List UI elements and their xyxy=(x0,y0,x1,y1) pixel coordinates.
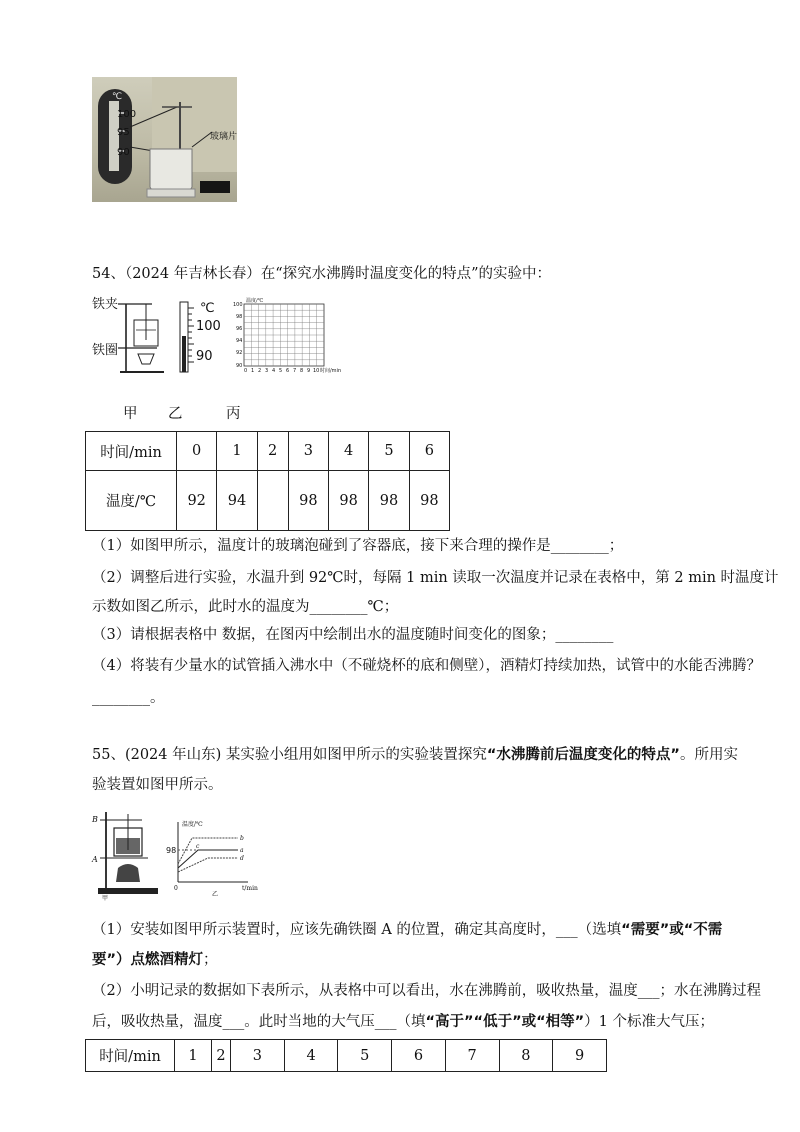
bing-ytick: 98 xyxy=(236,314,243,320)
bing-ylabel: 温度/℃ xyxy=(246,298,264,304)
q55-item1-line1 xyxy=(92,920,722,940)
bing-ytick: 96 xyxy=(236,326,243,332)
caption-yi: 乙 xyxy=(168,406,183,422)
curve-a: a xyxy=(240,847,244,854)
label-clamp: 铁夹 xyxy=(92,297,119,312)
q55-item1-text: （1）安装如图甲所示装置时，应该先确铁圈 A 的位置，确定其高度时，___（选填 xyxy=(92,922,622,938)
photo-tick-95: 95 xyxy=(117,127,130,138)
q54-figure-jia xyxy=(92,296,177,376)
experiment-photo-drawing xyxy=(92,77,237,202)
yi-xlabel: t/min xyxy=(242,885,258,892)
bing-xtick: 0 xyxy=(244,368,248,374)
bing-xtick: 1 xyxy=(251,368,255,374)
temp-cell: 98 xyxy=(288,471,328,531)
q55-time-cell: 2 xyxy=(212,1040,231,1072)
bing-xtick: 9 xyxy=(307,368,311,374)
q54-header: 54、（2024 年吉林长春）在“探究水沸腾时温度变化的特点”的实验中： xyxy=(92,266,552,282)
q54-item1: （1）如图甲所示，温度计的玻璃泡碰到了容器底，接下来合理的操作是________； xyxy=(92,538,624,554)
q55-time-cell: 9 xyxy=(553,1040,607,1072)
q54-item4-line1: （4）将装有少量水的试管插入沸水中（不碰烧杯的底和侧壁），酒精灯持续加热，试管中的水能否沸腾？ xyxy=(92,658,761,674)
bing-xtick: 4 xyxy=(272,368,276,374)
q54-data-table xyxy=(85,431,450,531)
bing-ytick: 92 xyxy=(236,350,243,356)
bing-xtick: 6 xyxy=(286,368,290,374)
q55-header-c: 。所用实 xyxy=(679,747,738,763)
photo-thermo-unit: ℃ xyxy=(112,92,123,102)
bing-xtick: 10 xyxy=(313,368,320,374)
curve-b: b xyxy=(240,835,244,842)
time-cell: 3 xyxy=(288,432,328,471)
time-cell: 0 xyxy=(177,432,217,471)
q55-header-a: 55、(2024 年山东) 某实验小组用如图甲所示的实验装置探究 xyxy=(92,747,487,763)
label-ring: 铁圈 xyxy=(92,343,119,358)
yi-origin: 0 xyxy=(174,885,178,892)
yi-100: 100 xyxy=(196,319,221,334)
q55-header-line2: 验装置如图甲所示。 xyxy=(92,777,223,793)
q55-time-cell: 6 xyxy=(392,1040,446,1072)
bing-xtick: 3 xyxy=(265,368,269,374)
q55-item2-text: 后，吸收热量，温度___。此时当地的大气压___（填 xyxy=(92,1014,426,1030)
q54-item2-line2: 示数如图乙所示，此时水的温度为________℃； xyxy=(92,599,399,615)
caption-bing: 丙 xyxy=(226,406,241,422)
q55-item2-line1: （2）小明记录的数据如下表所示，从表格中可以看出，水在沸腾前，吸收热量，温度___；水在沸腾过程 xyxy=(92,983,761,999)
bing-xlabel: 时间/min xyxy=(320,368,342,374)
temp-cell: 94 xyxy=(217,471,257,531)
bing-ytick: 94 xyxy=(236,338,243,344)
curve-d: d xyxy=(240,855,244,862)
time-cell: 2 xyxy=(257,432,288,471)
q55-item1-end: ； xyxy=(203,952,218,968)
time-cell: 4 xyxy=(328,432,368,471)
q54-item4-line2: ________。 xyxy=(92,690,165,706)
photo-glass-label: 玻璃片 xyxy=(210,132,238,142)
q55-time-cell: 7 xyxy=(445,1040,499,1072)
q55-time-cell: 3 xyxy=(231,1040,285,1072)
time-cell: 6 xyxy=(409,432,449,471)
bing-ytick: 90 xyxy=(236,363,243,369)
q55-item2-line2 xyxy=(92,1012,714,1032)
q55-time-cell: 4 xyxy=(284,1040,338,1072)
photo-tick-90: 90 xyxy=(117,147,130,158)
q55-time-cell: 8 xyxy=(499,1040,553,1072)
bing-xtick: 5 xyxy=(279,368,283,374)
q55-time-cell: 1 xyxy=(175,1040,212,1072)
photo-tick-100: 100 xyxy=(117,109,137,120)
time-cell: 5 xyxy=(369,432,409,471)
q55-figure-jia xyxy=(92,808,164,900)
q55-header-bold: “水沸腾前后温度变化的特点” xyxy=(486,747,680,763)
bing-xtick: 2 xyxy=(258,368,262,374)
q55-data-table xyxy=(85,1039,607,1072)
temp-cell: 98 xyxy=(328,471,368,531)
label-A: A xyxy=(92,855,98,864)
bing-xtick: 8 xyxy=(300,368,304,374)
experiment-photo xyxy=(92,77,237,202)
yi-98: 98 xyxy=(166,846,177,855)
bing-xtick: 7 xyxy=(293,368,297,374)
temp-cell xyxy=(257,471,288,531)
q55-item2-end: ）1 个标准大气压； xyxy=(584,1014,715,1030)
yi-unit: ℃ xyxy=(200,301,215,316)
q54-item3: （3）请根据表格中 数据，在图丙中绘制出水的温度随时间变化的图象；________ xyxy=(92,627,614,643)
q55-time-cell: 5 xyxy=(338,1040,392,1072)
q55-table-header: 时间/min xyxy=(86,1040,175,1072)
caption-jia: 甲 xyxy=(123,406,138,422)
bing-ytick: 100 xyxy=(233,302,243,308)
q54-figure-bing-grid xyxy=(232,296,352,374)
q55-item1-bold: “需要”或“不需 xyxy=(621,922,723,938)
temp-cell: 98 xyxy=(369,471,409,531)
curve-c: c xyxy=(196,843,200,850)
q55-item1-line2 xyxy=(92,950,218,970)
label-B: B xyxy=(92,815,98,824)
label-yi: 乙 xyxy=(212,891,219,898)
q55-item2-bold: “高于”“低于”或“相等” xyxy=(425,1014,585,1030)
q55-figure-yi xyxy=(168,818,264,898)
table-header-time: 时间/min xyxy=(86,432,177,471)
temp-cell: 98 xyxy=(409,471,449,531)
time-cell: 1 xyxy=(217,432,257,471)
q54-item2-line1: （2）调整后进行实验，水温升到 92℃时，每隔 1 min 读取一次温度并记录在表格中，第 2 min 时温度计 xyxy=(92,570,779,586)
yi-90: 90 xyxy=(196,349,213,364)
q55-header-line1 xyxy=(92,745,738,765)
table-header-temp: 温度/℃ xyxy=(86,471,177,531)
yi-ylabel: 温度/℃ xyxy=(182,821,203,828)
q54-figure-yi xyxy=(176,300,231,375)
label-jia: 甲 xyxy=(102,895,109,902)
q55-item1-bold2: 要”）点燃酒精灯 xyxy=(92,952,204,968)
temp-cell: 92 xyxy=(177,471,217,531)
